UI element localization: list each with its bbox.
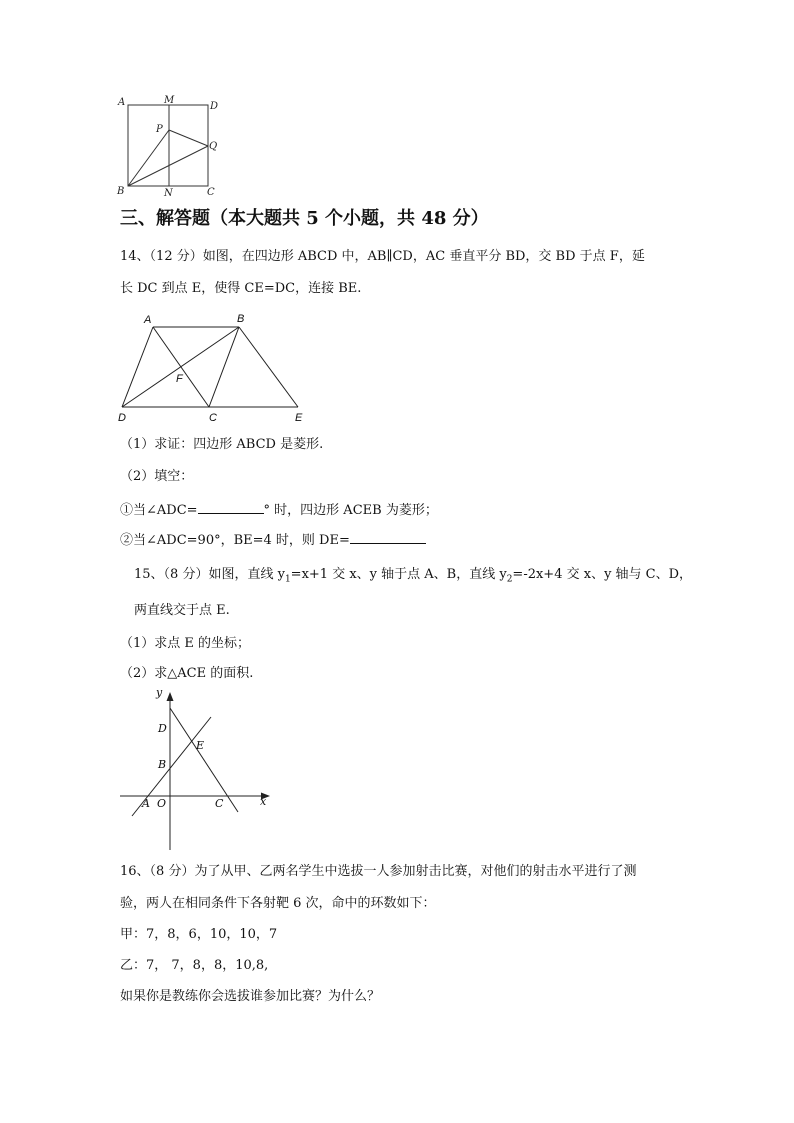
q14-line1: 14、（12 分）如图，在四边形 ABCD 中，AB∥CD，AC 垂直平分 BD，交 BD 于点 F，延: [120, 249, 645, 264]
q15-part2: （2）求△ACE 的面积.: [120, 666, 254, 681]
label-y: y: [156, 686, 163, 699]
label-a: A: [144, 314, 152, 326]
q15-line1: [134, 567, 692, 588]
q15-line1-c: =-2x+4 交 x、y 轴与 C、D，: [512, 567, 693, 582]
label-m: M: [164, 95, 175, 106]
bq-line: [128, 146, 208, 186]
coordinate-figure: [112, 684, 282, 852]
square-outline: [128, 105, 208, 186]
label-d: D: [118, 412, 126, 424]
q15-line1-a: 15、（8 分）如图，直线 y: [134, 567, 285, 582]
rhombus-figure: [112, 306, 312, 426]
label-e: E: [196, 739, 205, 752]
be-line: [239, 327, 298, 407]
label-b: B: [237, 313, 245, 325]
q15-sub-1: 1: [284, 574, 291, 585]
label-a: A: [118, 97, 126, 108]
q14-sub1-prefix: ①当∠ADC=: [120, 503, 198, 518]
q16-jia: 甲：7，8，6，10，10，7: [120, 927, 278, 942]
label-c: C: [215, 797, 224, 810]
q16-yi: 乙：7， 7，8，8，10,8,: [120, 958, 269, 973]
cb-line: [209, 327, 239, 407]
q14-sub1-suffix: ° 时，四边形 ACEB 为菱形；: [263, 503, 438, 518]
db-line: [122, 327, 239, 407]
q16-line1: 16、（8 分）为了从甲、乙两名学生中选拔一人参加射击比赛，对他们的射击水平进行了测: [120, 864, 637, 879]
q14-sub2-blank[interactable]: [350, 531, 426, 544]
q14-sub2-prefix: ②当∠ADC=90°，BE=4 时，则 DE=: [120, 533, 350, 548]
label-x: x: [260, 795, 267, 808]
q14-part1: （1）求证：四边形 ABCD 是菱形.: [120, 437, 324, 452]
q15-sub-2: 2: [506, 574, 513, 585]
label-a: A: [142, 797, 150, 810]
label-o: O: [157, 797, 167, 810]
q15-line1-b: =x+1 交 x、y 轴于点 A、B，直线 y: [290, 567, 507, 582]
y-axis-arrow: [167, 692, 174, 701]
da-line: [122, 327, 153, 407]
pq-line: [169, 130, 208, 146]
label-q: Q: [209, 141, 218, 152]
label-n: N: [164, 188, 173, 199]
label-d: D: [158, 722, 167, 735]
section-heading: 三、解答题（本大题共 5 个小题，共 48 分）: [120, 208, 489, 229]
label-f: F: [176, 373, 183, 385]
bp-line: [128, 130, 169, 186]
q16-line2: 验，两人在相同条件下各射靶 6 次，命中的环数如下：: [120, 896, 436, 911]
q14-part2: （2）填空：: [120, 469, 194, 484]
q16-question: 如果你是教练你会选拔谁参加比赛？为什么？: [120, 989, 381, 1004]
label-d: D: [210, 101, 219, 112]
label-c: C: [209, 412, 217, 424]
label-p: P: [156, 124, 163, 135]
label-e: E: [295, 412, 303, 424]
q14-sub2: [120, 531, 426, 549]
label-c: C: [207, 187, 215, 198]
label-b: B: [158, 758, 167, 771]
label-b: B: [117, 186, 125, 197]
q14-line2: 长 DC 到点 E，使得 CE=DC，连接 BE.: [120, 281, 362, 296]
q14-sub1: [120, 501, 438, 519]
q14-sub1-blank[interactable]: [198, 501, 264, 514]
q15-part1: （1）求点 E 的坐标；: [120, 636, 251, 651]
q15-line2: 两直线交于点 E.: [134, 603, 230, 618]
square-figure: [112, 92, 227, 200]
